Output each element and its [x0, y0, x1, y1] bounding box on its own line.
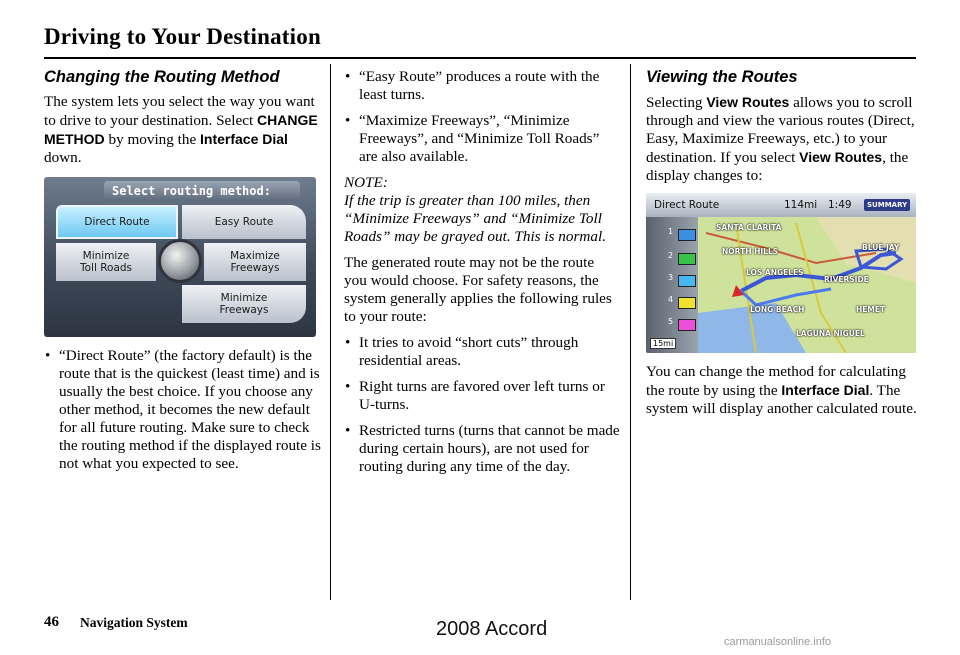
- section-heading: Changing the Routing Method: [44, 68, 280, 86]
- route-1-swatch[interactable]: [678, 229, 696, 241]
- bullet-list: [44, 347, 322, 473]
- route-distance: 114mi: [784, 199, 818, 211]
- note-label: NOTE:: [344, 174, 388, 191]
- text: Selecting: [646, 94, 703, 111]
- list-item: • “Maximize Freeways”, “Minimize Freeways”, and “Minimize Toll Roads” are also available.: [344, 112, 620, 166]
- intro-paragraph: [44, 93, 322, 167]
- change-method-paragraph: [646, 363, 918, 418]
- route-number: 5: [668, 317, 674, 326]
- rules-list: [344, 334, 620, 476]
- interface-dial-term: Interface Dial: [781, 382, 870, 398]
- route-2-swatch[interactable]: [678, 253, 696, 265]
- map-label: LONG BEACH: [750, 305, 805, 314]
- list-item: • “Easy Route” produces a route with the least turns.: [344, 68, 620, 104]
- text: , the display changes to:: [646, 149, 909, 184]
- routing-method-screen: [44, 177, 316, 337]
- column-divider: [630, 64, 631, 600]
- list-item: • “Direct Route” (the factory default) is the route that is the quickest (least time) and is usually the best choice. If you choose any other method, it becomes the new default for all future routing. Make sure to check the routing method if the displayed route is not what you expected to see.: [44, 347, 322, 473]
- intro-text: by moving the: [108, 131, 197, 148]
- column-2: [344, 68, 620, 484]
- view-routes-paragraph: [646, 93, 918, 185]
- map-label: HEMET: [856, 305, 886, 314]
- change-method-term: CHANGE METHOD: [44, 112, 318, 147]
- route-number: 1: [668, 227, 674, 236]
- option-label: Easy Route: [214, 216, 274, 228]
- minimize-toll-roads-option[interactable]: [56, 243, 156, 281]
- route-number: 2: [668, 251, 674, 260]
- route-4-swatch[interactable]: [678, 297, 696, 309]
- route-list-panel: [646, 217, 698, 353]
- bullet-list: [344, 68, 620, 166]
- footer-model: 2008 Accord: [436, 618, 548, 640]
- footer-section-title: Navigation System: [80, 615, 188, 630]
- option-label: Maximize Freeways: [230, 250, 280, 274]
- map-label: BLUE JAY: [862, 243, 900, 252]
- option-label: Minimize Freeways: [219, 292, 269, 316]
- maximize-freeways-option[interactable]: [204, 243, 306, 281]
- column-1: [44, 68, 322, 481]
- intro-text: The system lets you select the way you want to drive to your destination. Select: [44, 93, 315, 129]
- map-label: RIVERSIDE: [824, 275, 869, 284]
- watermark: carmanualsonline.info: [724, 636, 832, 648]
- map-label: SANTA CLARITA: [716, 223, 782, 232]
- map-label: NORTH HILLS: [722, 247, 779, 256]
- column-3: [646, 68, 918, 426]
- option-label: Direct Route: [84, 216, 150, 228]
- minimize-freeways-option[interactable]: [182, 285, 306, 323]
- route-summary-bar: [646, 193, 916, 217]
- view-routes-term: View Routes: [706, 94, 790, 110]
- route-number: 4: [668, 295, 674, 304]
- list-item: • Restricted turns (turns that cannot be made during certain hours), are not used for routing during any time of the day.: [344, 422, 620, 476]
- route-time: 1:49: [828, 199, 852, 211]
- map-label: LAGUNA NIGUEL: [796, 329, 865, 338]
- route-5-swatch[interactable]: [678, 319, 696, 331]
- route-map-screen: [646, 193, 916, 353]
- title-rule: [44, 57, 916, 59]
- screen-header: Select routing method:: [104, 181, 300, 201]
- direct-route-option[interactable]: [56, 205, 178, 239]
- list-item: • Right turns are favored over left turns or U-turns.: [344, 378, 620, 414]
- intro-text: down.: [44, 149, 82, 166]
- route-3-swatch[interactable]: [678, 275, 696, 287]
- interface-dial-knob[interactable]: [158, 239, 202, 283]
- column-divider: [330, 64, 331, 600]
- page-number: 46: [44, 614, 59, 630]
- easy-route-option[interactable]: [182, 205, 306, 239]
- view-routes-term: View Routes: [799, 149, 883, 165]
- page-title: Driving to Your Destination: [44, 24, 321, 49]
- option-label: Minimize Toll Roads: [79, 250, 133, 274]
- text: You can change the method for calculating the route by using the: [646, 363, 906, 399]
- note-text: If the trip is greater than 100 miles, then “Minimize Freeways” and “Minimize Toll Roads” may be grayed out. This is normal.: [344, 192, 606, 245]
- text: . The system will display another calculated route.: [646, 382, 917, 417]
- map-scale: 15mi: [650, 338, 676, 349]
- section-heading: Viewing the Routes: [646, 68, 798, 86]
- text: allows you to scroll through and view the various routes (Direct, Easy, Maximize Freeways, etc.) to your destination. If you select: [646, 94, 915, 166]
- route-number: 3: [668, 273, 674, 282]
- summary-button[interactable]: SUMMARY: [864, 199, 910, 211]
- list-item: • It tries to avoid “short cuts” through residential areas.: [344, 334, 620, 370]
- map-label: LOS ANGELES: [746, 268, 804, 277]
- rules-intro: The generated route may not be the route you would choose. For safety reasons, the system generally applies the following rules to your route:: [344, 254, 612, 325]
- route-name: Direct Route: [654, 199, 720, 211]
- interface-dial-term: Interface Dial: [200, 131, 288, 147]
